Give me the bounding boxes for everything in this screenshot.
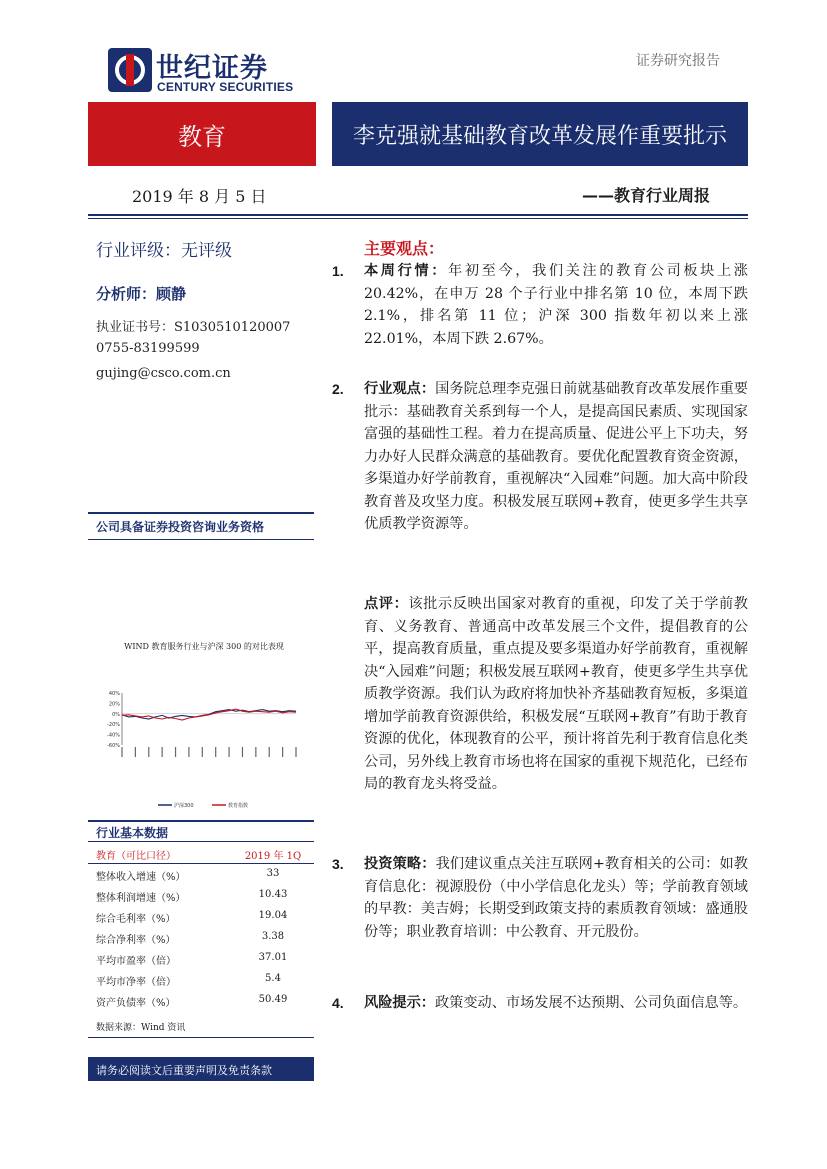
chart-x-tick xyxy=(175,747,176,757)
chart-x-tick xyxy=(255,747,256,757)
point-label: 风险提示： xyxy=(364,995,435,1011)
chart-y-tick-label: 20% xyxy=(108,701,120,708)
point-number: 3. xyxy=(332,856,344,872)
table-cell-value: 3.38 xyxy=(261,931,285,942)
chart-title: WIND 教育服务行业与沪深 300 的对比表现 xyxy=(124,642,284,651)
table-bottom-rule xyxy=(88,1037,314,1038)
table-cell-label: 整体收入增速（%） xyxy=(96,872,186,883)
chart-y-tick-label: -60% xyxy=(107,743,120,749)
chart-x-tick xyxy=(269,747,270,757)
point-risk xyxy=(364,992,748,1015)
century-securities-logo-icon xyxy=(108,48,152,92)
chart-legend-label: 教育指数 xyxy=(228,803,249,809)
table-cell-label: 平均市盈率（倍） xyxy=(96,956,176,967)
point-text: 年初至今，我们关注的教育公司板块上涨 20.42%，在申万 28 个子行业中排名第 10 位，本周下跌 2.1%，排名第 11 位；沪深 300 指数年初以来上涨 22.01%，本周下跌 2.67%。 xyxy=(364,263,748,347)
chart-legend-label: 沪深300 xyxy=(174,803,194,809)
point-text: 国务院总理李克强日前就基础教育改革发展作重要批示：基础教育关系到每一个人，是提高国民素质、实现国家富强的基础性工程。着力在提高质量、促进公平上下功夫，努力办好人民群众满意的基础教育。要优化配置教育资金资源，多渠道办好学前教育，重视解决“入园难”问题。加大高中阶段教育普及攻坚力度。积极发展互联网+教育，使更多学生共享优质教学资源等。 xyxy=(364,381,748,532)
table-cell-label: 整体利润增速（%） xyxy=(96,893,186,904)
point-label: 本周行情： xyxy=(364,263,449,279)
table-row xyxy=(88,906,314,927)
chart-x-tick xyxy=(215,747,216,757)
phone-number: 0755-83199599 xyxy=(96,341,200,356)
chart-y-tick-label: -20% xyxy=(107,722,120,729)
chart-y-tick-label: 40% xyxy=(108,691,120,697)
report-date: 2019 年 8 月 5 日 xyxy=(132,187,267,206)
qualification-text: 公司具备证券投资咨询业务资格 xyxy=(96,520,265,534)
logo-chinese: 世纪证券 xyxy=(156,53,268,84)
chart-x-tick xyxy=(202,747,203,757)
table-cell-label: 资产负债率（%） xyxy=(96,998,176,1009)
point-number: 1. xyxy=(332,263,344,279)
table-row xyxy=(88,864,314,885)
table-cell-value: 10.43 xyxy=(258,889,288,900)
headline-banner: 李克强就基础教育改革发展作重要批示 xyxy=(332,102,748,166)
table-cell-value: 37.01 xyxy=(258,952,288,963)
table-cell-value: 33 xyxy=(266,868,280,879)
license-number: 执业证书号：S1030510120007 xyxy=(96,320,291,335)
performance-chart xyxy=(96,655,312,815)
point-label: 点评： xyxy=(364,596,409,612)
point-label: 行业观点： xyxy=(364,381,436,397)
point-number: 4. xyxy=(332,995,344,1011)
table-row xyxy=(88,990,314,1011)
chart-x-tick xyxy=(148,747,149,757)
table-cell-value: 50.49 xyxy=(258,994,288,1005)
logo-english: CENTURY SECURITIES xyxy=(157,80,294,94)
table-cell-label: 综合毛利率（%） xyxy=(96,914,176,925)
chart-x-tick xyxy=(242,747,243,757)
table-row xyxy=(88,927,314,948)
table-cell-value: 19.04 xyxy=(258,910,288,921)
point-market xyxy=(364,260,748,350)
point-text: 我们建议重点关注互联网+教育相关的公司：如教育信息化：视源股份（中小学信息化龙头）等；学前教育领域的早教：美吉姆；长期受到政策支持的素质教育领域：盛通股份等；职业教育培训：中公教育、开元股份。 xyxy=(364,856,748,940)
point-label: 投资策略： xyxy=(364,856,436,872)
report-type: 证券研究报告 xyxy=(636,53,720,69)
table-cell-value: 5.4 xyxy=(265,973,281,984)
sector-banner: 教育 xyxy=(88,102,316,166)
table-cell-value: 2019 年 1Q xyxy=(244,851,302,862)
chart-y-tick-label: 0% xyxy=(112,711,120,718)
chart-x-tick xyxy=(162,747,163,757)
table-cell-label: 教育（可比口径） xyxy=(96,851,176,862)
header-divider-thin xyxy=(88,218,748,219)
table-source: 数据来源：Wind 资讯 xyxy=(96,1023,186,1033)
point-strategy xyxy=(364,853,748,943)
header-divider xyxy=(88,214,748,216)
table-cell-label: 综合净利率（%） xyxy=(96,935,176,946)
table-cell-label: 平均市净率（倍） xyxy=(96,977,176,988)
table-row xyxy=(88,885,314,906)
chart-x-tick xyxy=(121,747,122,757)
table-row xyxy=(88,948,314,969)
chart-x-tick xyxy=(188,747,189,757)
table-title: 行业基本数据 xyxy=(96,826,169,840)
chart-x-tick xyxy=(135,747,136,757)
point-comment xyxy=(364,593,748,796)
point-number: 2. xyxy=(332,381,344,397)
chart-y-tick-label: -40% xyxy=(107,732,120,739)
point-text: 政策变动、市场发展不达预期、公司负面信息等。 xyxy=(434,995,748,1011)
main-points-title: 主要观点： xyxy=(364,239,445,258)
industry-rating: 行业评级：无评级 xyxy=(96,241,232,261)
analyst-name: 分析师：顾静 xyxy=(96,285,187,303)
table-row xyxy=(88,969,314,990)
point-industry-view xyxy=(364,378,748,536)
chart-x-tick xyxy=(228,747,229,757)
point-text: 该批示反映出国家对教育的重视，印发了关于学前教育、义务教育、普通高中改革发展三个文件，提倡教育的公平，提高教育质量，重点提及要多渠道办好学前教育，重视解决“入园难”问题；积极发展互联网+教育，使更多学生共享优质教学资源。我们认为政府将加快补齐基础教育短板，多渠道增加学前教育资源供给，积极发展“互联网+教育”有助于教育资源的优化，体现教育的公平，预计将首先利于教育信息化类公司，另外线上教育市场也将在国家的重视下规范化，已经布局的教育龙头将受益。 xyxy=(364,596,748,792)
email-link[interactable]: gujing@csco.com.cn xyxy=(96,366,231,381)
report-series: ——教育行业周报 xyxy=(582,186,711,205)
chart-x-tick xyxy=(282,747,283,757)
table-column-header xyxy=(88,843,314,864)
disclaimer-banner[interactable]: 请务必阅读文后重要声明及免责条款 xyxy=(88,1057,314,1081)
chart-x-tick xyxy=(295,747,296,757)
